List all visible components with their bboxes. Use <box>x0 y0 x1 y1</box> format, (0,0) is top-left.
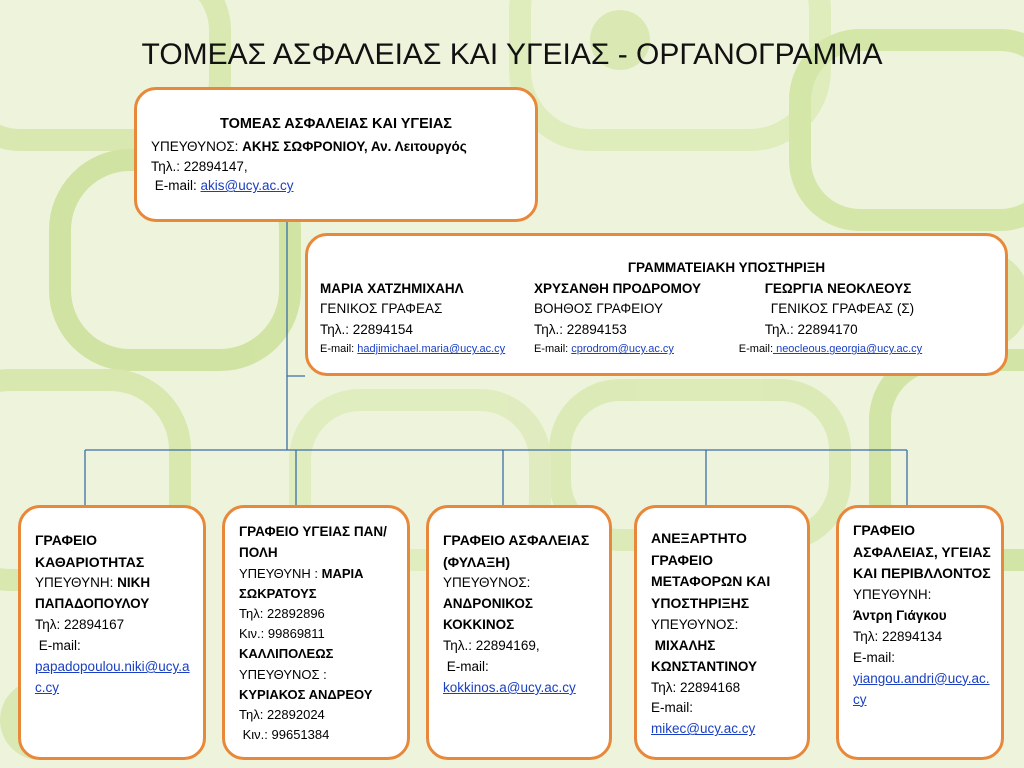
person-name: ΓΕΩΡΓΙΑ ΝΕΟΚΛΕΟΥΣ <box>764 280 912 296</box>
person-name: ΜΑΡΙΑ ΧΑΤΖΗΜΙΧΑΗΛ <box>320 280 464 296</box>
office-heading: ΓΡΑΦΕΙΟ ΑΣΦΑΛΕΙΑΣ, ΥΓΕΙΑΣ ΚΑΙ ΠΕΡΙΒΛΛΟΝΤΟΣ <box>853 522 991 582</box>
office-phone: Τηλ: 22894134 <box>853 628 943 644</box>
office-responsible-name: ΜΙΧΑΛΗΣ ΚΩΝΣΤΑΝΤΙΝΟΥ <box>651 637 758 674</box>
office-sub-responsible-label: ΥΠΕΥΘΥΝΟΣ : <box>239 666 327 682</box>
office-email-label: E-mail: <box>651 700 694 716</box>
person-role: ΓΕΝΙΚΟΣ ΓΡΑΦΕΑΣ <box>320 301 443 317</box>
sector-email: E-mail: akis@ucy.ac.cy <box>151 178 294 194</box>
office-sub-heading: ΚΑΛΛΙΠΟΛΕΩΣ <box>239 646 334 662</box>
office-security-box <box>426 505 612 760</box>
person-role: ΒΟΗΘΟΣ ΓΡΑΦΕΙΟΥ <box>533 301 663 317</box>
secretariat-person <box>320 279 534 359</box>
person-role: ΓΕΝΙΚΟΣ ΓΡΑΦΕΑΣ (Σ) <box>770 301 915 317</box>
office-sub-phone: Τηλ: 22892024 <box>239 706 325 722</box>
office-heading: ΓΡΑΦΕΙΟ ΥΓΕΙΑΣ ΠΑΝ/ΠΟΛΗ <box>239 524 387 560</box>
secretariat-person <box>534 279 751 359</box>
office-responsible-name: ΑΝΔΡΟΝΙΚΟΣ ΚΟΚΚΙΝΟΣ <box>443 596 533 633</box>
person-email-link[interactable]: neocleous.georgia@ucy.ac.cy <box>773 343 923 356</box>
office-responsible-label: ΥΠΕΥΘΥΝΟΣ: <box>443 575 531 591</box>
office-email-label: E-mail: <box>35 638 81 654</box>
office-email-link[interactable]: papadopoulou.niki@ucy.ac.cy <box>35 659 190 695</box>
office-responsible-label: ΥΠΕΥΘΥΝΟΣ: <box>651 616 739 632</box>
office-phone: Τηλ: 22894167 <box>35 617 125 633</box>
office-email-label: E-mail: <box>443 659 489 675</box>
office-heading: ΓΡΑΦΕΙΟ ΑΣΦΑΛΕΙΑΣ (ΦΥΛΑΞΗ) <box>443 532 590 570</box>
secretariat-person <box>738 279 993 359</box>
office-responsible-name: ΝΙΚΗ ΠΑΠΑΔΟΠΟΥΛΟΥ <box>35 575 151 612</box>
person-phone: Τηλ.: 22894154 <box>320 322 413 338</box>
person-email: E-mail: hadjimichael.maria@ucy.ac.cy <box>320 343 506 356</box>
office-email-link[interactable]: yiangou.andri@ucy.ac.cy <box>853 670 990 707</box>
sector-responsible: ΥΠΕΥΘΥΝΟΣ: ΑΚΗΣ ΣΩΦΡΟΝΙΟΥ, Αν. Λειτουργός <box>151 139 467 155</box>
office-sub-responsible-name: ΚΥΡΙΑΚΟΣ ΑΝΔΡΕΟΥ <box>239 686 373 702</box>
office-cleaning-box <box>18 505 206 760</box>
office-responsible: ΥΠΕΥΘΥΝΗ : ΜΑΡΙΑ ΣΩΚΡΑΤΟΥΣ <box>239 565 364 601</box>
sector-heading: ΤΟΜΕΑΣ ΑΣΦΑΛΕΙΑΣ ΚΑΙ ΥΓΕΙΑΣ <box>219 116 452 132</box>
office-responsible: ΥΠΕΥΘΥΝΗ: ΝΙΚΗ ΠΑΠΑΔΟΠΟΥΛΟΥ <box>35 575 151 612</box>
person-email: E-mail: neocleous.georgia@ucy.ac.cy <box>738 343 923 356</box>
office-environment-box <box>836 505 1004 760</box>
office-email-label: E-mail: <box>853 649 896 665</box>
office-email-link[interactable]: kokkinos.a@ucy.ac.cy <box>443 679 576 695</box>
office-responsible-name: Άντρη Γιάγκου <box>853 607 947 623</box>
secretariat-heading: ΓΡΑΜΜΑΤΕΙΑΚΗ ΥΠΟΣΤΗΡΙΞΗ <box>627 260 826 275</box>
office-mobile: Κιν.: 99869811 <box>239 626 325 642</box>
sector-head-box <box>134 87 538 222</box>
office-email-link[interactable]: mikec@ucy.ac.cy <box>651 721 756 737</box>
person-email: E-mail: cprodrom@ucy.ac.cy <box>533 343 674 356</box>
sector-phone: Τηλ.: 22894147, <box>151 158 248 174</box>
office-responsible-name: ΜΑΡΙΑ ΣΩΚΡΑΤΟΥΣ <box>239 565 364 601</box>
person-phone: Τηλ.: 22894153 <box>533 322 627 338</box>
sector-email-link[interactable]: akis@ucy.ac.cy <box>200 178 294 194</box>
secretariat-box <box>305 233 1008 376</box>
person-email-link[interactable]: cprodrom@ucy.ac.cy <box>571 343 674 356</box>
office-phone: Τηλ.: 22894169, <box>443 638 540 654</box>
office-heading: ΑΝΕΞΑΡΤΗΤΟ ΓΡΑΦΕΙΟ ΜΕΤΑΦΟΡΩΝ ΚΑΙ ΥΠΟΣΤΗΡΙΞΗΣ <box>651 530 771 612</box>
office-transport-box <box>634 505 810 760</box>
page-title: ΤΟΜΕΑΣ ΑΣΦΑΛΕΙΑΣ ΚΑΙ ΥΓΕΙΑΣ - ΟΡΓΑΝΟΓΡΑΜΜΑ <box>141 38 883 71</box>
person-name: ΧΡΥΣΑΝΘΗ ΠΡΟΔΡΟΜΟΥ <box>533 280 702 296</box>
office-heading: ΓΡΑΦΕΙΟ ΚΑΘΑΡΙΟΤΗΤΑΣ <box>35 532 145 570</box>
office-phone: Τηλ: 22894168 <box>651 679 741 695</box>
person-email-link[interactable]: hadjimichael.maria@ucy.ac.cy <box>357 343 506 356</box>
office-health-box <box>222 505 410 760</box>
office-sub-mobile: Κιν.: 99651384 <box>239 726 330 742</box>
sector-responsible-name: ΑΚΗΣ ΣΩΦΡΟΝΙΟΥ, Αν. Λειτουργός <box>242 139 467 155</box>
person-phone: Τηλ.: 22894170 <box>764 322 858 338</box>
office-responsible-label: ΥΠΕΥΘΥΝΗ: <box>853 587 932 603</box>
office-phone: Τηλ: 22892896 <box>239 606 325 622</box>
